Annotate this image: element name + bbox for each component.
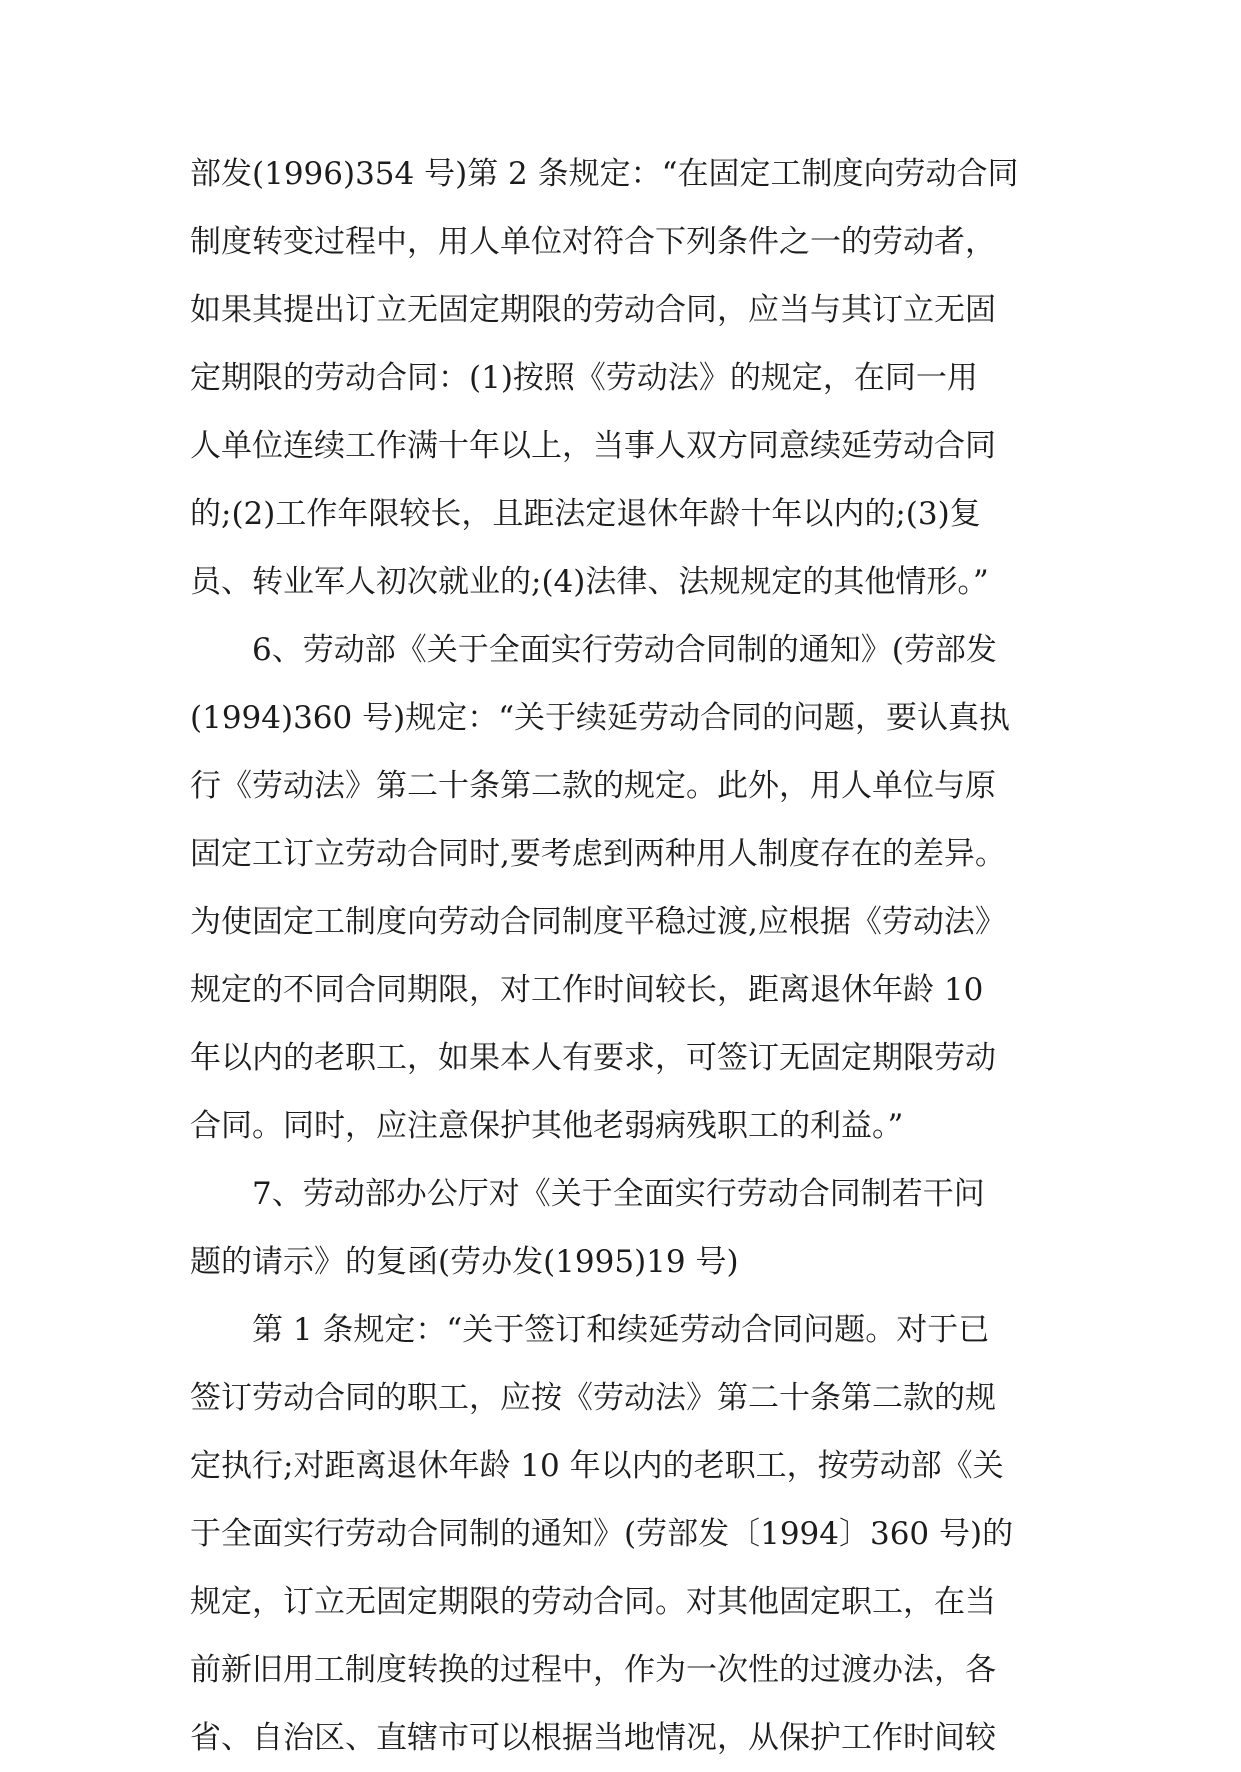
text-line: 前新旧用工制度转换的过程中，作为一次性的过渡办法，各 bbox=[190, 1652, 996, 1688]
text-line: (1994)360 号)规定：“关于续延劳动合同的问题，要认真执 bbox=[190, 700, 1011, 736]
text-line: 年以内的老职工，如果本人有要求，可签订无固定期限劳动 bbox=[190, 1040, 996, 1076]
text-line: 人单位连续工作满十年以上，当事人双方同意续延劳动合同 bbox=[190, 428, 996, 464]
text-line: 于全面实行劳动合同制的通知》(劳部发〔1994〕360 号)的 bbox=[190, 1516, 1014, 1552]
text-line: 固定工订立劳动合同时,要考虑到两种用人制度存在的差异。 bbox=[190, 836, 1006, 872]
text-line: 行《劳动法》第二十条第二款的规定。此外，用人单位与原 bbox=[190, 768, 996, 804]
text-line: 规定的不同合同期限，对工作时间较长，距离退休年龄 10 bbox=[190, 972, 984, 1008]
text-line: 题的请示》的复函(劳办发(1995)19 号) bbox=[190, 1244, 739, 1280]
text-line: 如果其提出订立无固定期限的劳动合同，应当与其订立无固 bbox=[190, 292, 996, 328]
text-line: 制度转变过程中，用人单位对符合下列条件之一的劳动者， bbox=[190, 224, 996, 260]
text-line: 规定，订立无固定期限的劳动合同。对其他固定职工，在当 bbox=[190, 1584, 996, 1620]
text-line: 的;(2)工作年限较长，且距法定退休年龄十年以内的;(3)复 bbox=[190, 496, 981, 532]
text-line: 为使固定工制度向劳动合同制度平稳过渡,应根据《劳动法》 bbox=[190, 904, 1006, 940]
paragraph-start-line: 第 1 条规定：“关于签订和续延劳动合同问题。对于已 bbox=[252, 1312, 990, 1348]
text-line: 部发(1996)354 号)第 2 条规定：“在固定工制度向劳动合同 bbox=[190, 156, 1019, 192]
text-line: 签订劳动合同的职工，应按《劳动法》第二十条第二款的规 bbox=[190, 1380, 996, 1416]
text-line: 省、自治区、直辖市可以根据当地情况，从保护工作时间较 bbox=[190, 1720, 996, 1756]
text-line: 合同。同时，应注意保护其他老弱病残职工的利益。” bbox=[190, 1108, 904, 1144]
text-line: 定期限的劳动合同：(1)按照《劳动法》的规定，在同一用 bbox=[190, 360, 978, 396]
paragraph-start-line: 6、劳动部《关于全面实行劳动合同制的通知》(劳部发 bbox=[252, 632, 997, 668]
text-line: 员、转业军人初次就业的;(4)法律、法规规定的其他情形。” bbox=[190, 564, 989, 600]
paragraph-start-line: 7、劳动部办公厅对《关于全面实行劳动合同制若干问 bbox=[252, 1176, 985, 1212]
text-line: 定执行;对距离退休年龄 10 年以内的老职工，按劳动部《关 bbox=[190, 1448, 1004, 1484]
